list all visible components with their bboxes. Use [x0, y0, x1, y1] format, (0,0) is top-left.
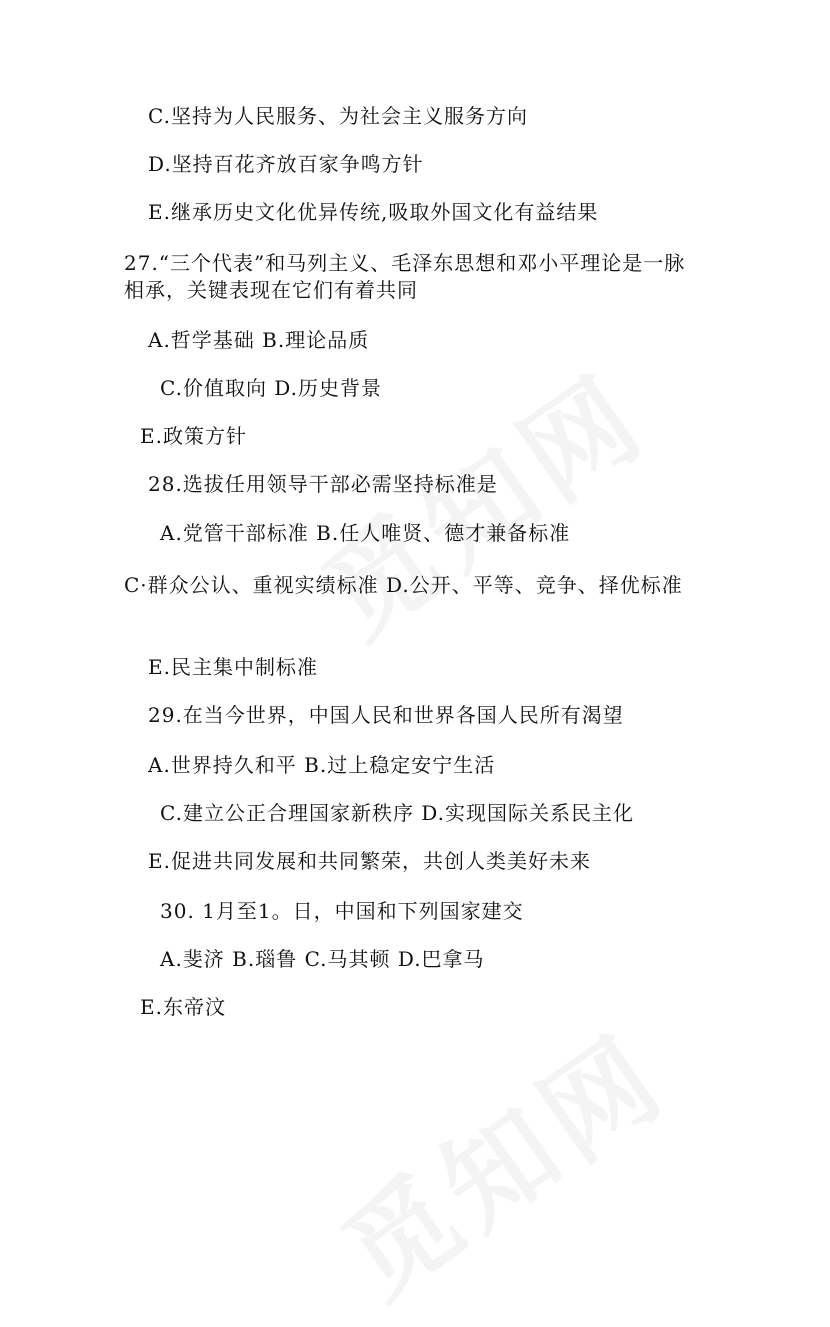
- watermark-logo-bottom: [307, 991, 693, 1327]
- option-30e: E.东帝汶: [140, 995, 226, 1019]
- question-29: 29.在当今世界，中国人民和世界各国人民所有渴望: [148, 703, 624, 727]
- option-28a-b: A.党管干部标准 B.任人唯贤、德才兼备标准: [160, 521, 571, 545]
- option-28c-d: C·群众公认、重视实绩标准 D.公开、平等、竞争、择优标准: [124, 573, 683, 597]
- option-27e: E.政策方针: [140, 424, 247, 448]
- question-27: 27.“三个代表”和马列主义、毛泽东思想和邓小平理论是一脉相承，关键表现在它们有着共同: [124, 251, 686, 302]
- option-26e: E.继承历史文化优异传统,吸取外国文化有益结果: [148, 200, 599, 224]
- option-26c: C.坚持为人民服务、为社会主义服务方向: [148, 104, 528, 128]
- question-28: 28.选拔任用领导干部必需坚持标准是: [148, 472, 498, 496]
- question-30: 30. 1月至1。日，中国和下列国家建交: [160, 899, 524, 923]
- option-28e: E.民主集中制标准: [148, 655, 318, 679]
- option-30a-d: A.斐济 B.瑙鲁 C.马其顿 D.巴拿马: [160, 947, 485, 971]
- option-27a-b: A.哲学基础 B.理论品质: [148, 328, 370, 352]
- option-27c-d: C.价值取向 D.历史背景: [160, 376, 382, 400]
- option-29e: E.促进共同发展和共同繁荣，共创人类美好未来: [148, 849, 591, 873]
- option-29a-b: A.世界持久和平 B.过上稳定安宁生活: [148, 753, 496, 777]
- option-29c-d: C.建立公正合理国家新秩序 D.实现国际关系民主化: [160, 801, 634, 825]
- option-26d: D.坚持百花齐放百家争鸣方针: [148, 152, 424, 176]
